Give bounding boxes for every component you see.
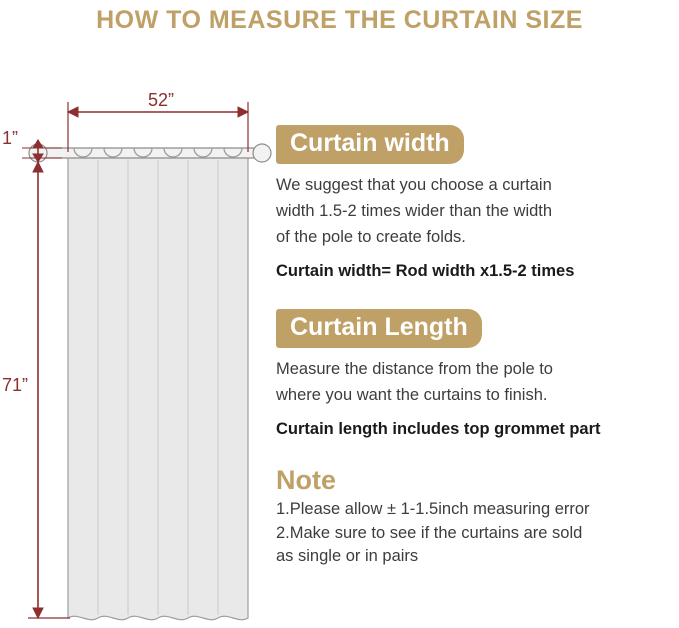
note-title: Note (276, 464, 336, 495)
curtain-width-line-2: width 1.5-2 times wider than the width (276, 201, 553, 220)
curtain-length-formula: Curtain length includes top grommet part (276, 420, 601, 439)
height-dimension-label: 71” (2, 375, 29, 395)
diagram-svg (0, 40, 300, 628)
drop-dimension-label: 1” (2, 128, 19, 148)
note-section (276, 464, 674, 569)
note-spacer (276, 442, 674, 464)
width-dimension-label: 52” (148, 90, 175, 110)
height-dimension (28, 162, 70, 618)
note-line-2: 2.Make sure to see if the curtains are sold (276, 523, 583, 542)
curtain-width-line-3: of the pole to create folds. (276, 227, 466, 246)
curtain-width-line-1: We suggest that you choose a curtain (276, 175, 552, 194)
section-curtain-width (276, 125, 674, 174)
curtain-measurement-diagram (0, 40, 300, 628)
curtain-length-line-2: where you want the curtains to finish. (276, 386, 548, 405)
note-line-1: 1.Please allow ± 1-1.5inch measuring error (276, 500, 590, 519)
section-spacer (276, 283, 674, 309)
curtain-width-formula: Curtain width= Rod width x1.5-2 times (276, 261, 575, 280)
page-title: HOW TO MEASURE THE CURTAIN SIZE (96, 5, 583, 34)
curtain-length-line-1: Measure the distance from the pole to (276, 360, 553, 379)
curtain-length-heading: Curtain Length (276, 309, 482, 348)
curtain-panel (68, 155, 248, 620)
instructions-column (276, 125, 674, 569)
note-line-3: as single or in pairs (276, 547, 419, 566)
section-curtain-length (276, 309, 674, 358)
curtain-width-heading: Curtain width (276, 125, 464, 164)
